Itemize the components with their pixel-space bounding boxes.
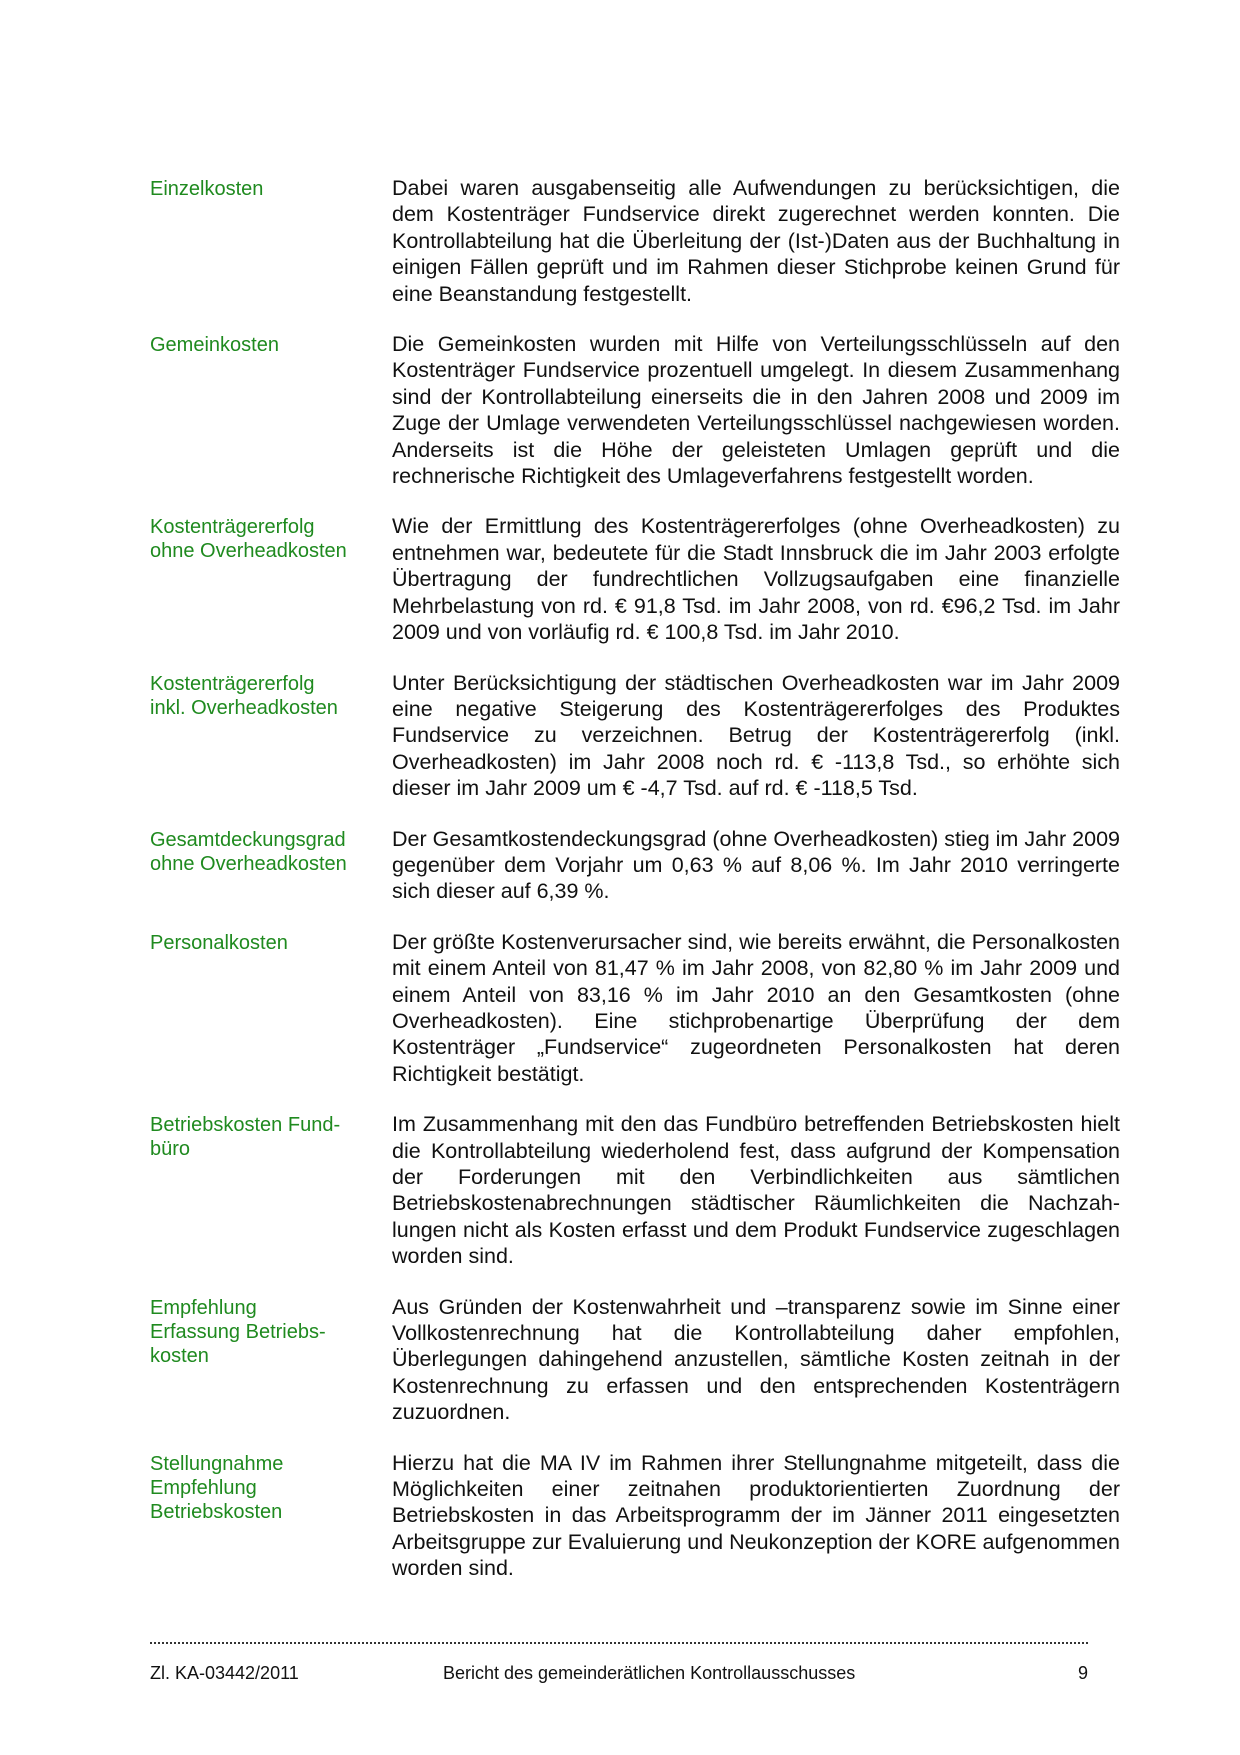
paragraph: Unter Berücksichtigung der städtischen Overheadkosten war im Jahr 2009 eine negative Steigerung des Kostenträgererfolges des Produktes Fundservice zu verzeichnen. Betrug der Kostenträgererfolg (inkl. Overheadkosten) im Jahr 2008 noch rd. € -113,8 Tsd., so erhöhte sich dieser im Jahr 2009 um € -4,7 Tsd. auf rd. € -118,5 Tsd. <box>392 670 1120 801</box>
section-gemeinkosten <box>150 331 1120 489</box>
paragraph: Wie der Ermittlung des Kostenträgererfolges (ohne Overheadkosten) zu entnehmen war, bedeutete für die Stadt Innsbruck die im Jahr 2003 erfolgte Übertragung der fundrechtlichen Vollzugsaufgaben eine finanzielle Mehrbelastung von rd. € 91,8 Tsd. im Jahr 2008, von rd. €96,2 Tsd. im Jahr 2009 und von vorläufig rd. € 100,8 Tsd. im Jahr 2010. <box>392 514 1120 645</box>
margin-heading: Gesamtdeckungsgrad ohne Overheadkosten <box>150 828 347 875</box>
section-stellungnahme <box>150 1450 1120 1582</box>
margin-heading: Betriebskosten Fund- büro <box>150 1114 341 1161</box>
section-einzelkosten <box>150 175 1120 307</box>
margin-heading: Stellungnahme Empfehlung Betriebskosten <box>150 1452 284 1523</box>
page-number: 9 <box>1077 1663 1088 1683</box>
section-kostentraegererfolg-inkl <box>150 670 1120 802</box>
footer-divider <box>150 1642 1088 1644</box>
margin-heading: Einzelkosten <box>150 178 264 200</box>
paragraph: Dabei waren ausgabenseitig alle Aufwendungen zu berücksichtigen, die dem Kostenträger Fundservice direkt zugerechnet werden konnten. Die Kontrollabteilung hat die Überleitung der (Ist-)Daten aus der Buchhaltung in einigen Fällen geprüft und im Rahmen dieser Stichprobe keinen Grund für eine Beanstandung festgestellt. <box>392 176 1120 306</box>
paragraph: Der Gesamtkostendeckungsgrad (ohne Overheadkosten) stieg im Jahr 2009 gegenüber dem Vorjahr um 0,63 % auf 8,06 %. Im Jahr 2010 verringerte sich dieser auf 6,39 %. <box>392 826 1120 904</box>
margin-heading: Gemeinkosten <box>150 334 279 357</box>
margin-heading: Empfehlung Erfassung Betriebs- kosten <box>150 1296 326 1367</box>
margin-heading: Kostenträgererfolg inkl. Overheadkosten <box>150 672 338 719</box>
footer-reference: Zl. KA-03442/2011 <box>150 1663 299 1683</box>
section-personalkosten <box>150 929 1120 1087</box>
footer-title: Bericht des gemeinderätlichen Kontrollausschusses <box>443 1663 856 1683</box>
margin-heading: Personalkosten <box>150 931 288 954</box>
paragraph: Der größte Kostenverursacher sind, wie bereits erwähnt, die Personalkosten mit einem Anteil von 81,47 % im Jahr 2008, von 82,80 % im Jahr 2009 und einem Anteil von 83,16 % im Jahr 2010 an den Gesamtkosten (ohne Overheadkosten). Eine stichprobenartige Überprüfung der dem Kostenträger „Fundservice“ zugeordneten Personalkosten hat deren Richtigkeit bestätigt. <box>392 929 1120 1086</box>
section-kostentraegererfolg-ohne <box>150 513 1120 645</box>
section-betriebskosten-fundbuero <box>150 1111 1120 1269</box>
paragraph: Hierzu hat die MA IV im Rahmen ihrer Stellungnahme mitgeteilt, dass die Möglichkeiten einer zeitnahen produktorientierten Zuordnung der Betriebskosten in das Arbeitsprogramm der im Jänner 2011 eingesetzten Arbeitsgruppe zur Evaluierung und Neukonzeption der KORE aufgenommen worden sind. <box>392 1450 1120 1581</box>
section-gesamtdeckungsgrad <box>150 826 1120 905</box>
paragraph: Im Zusammenhang mit den das Fundbüro betreffenden Betriebskosten hielt die Kontrollabteilung wiederholend fest, dass aufgrund der Kompensation der Forderungen mit den Verbindlichkeiten aus sämtlichen Betriebskostenabrechnungen städtischer Räumlichkeiten die Nachzahlungen nicht als Kosten erfasst und dem Produkt Fundservice zugeschlagen worden sind. <box>392 1112 1120 1269</box>
paragraph: Aus Gründen der Kostenwahrheit und –transparenz sowie im Sinne einer Vollkostenrechnung hat die Kontrollabteilung daher empfohlen, Überlegungen dahingehend anzustellen, sämtliche Kosten zeitnah in der Kostenrechnung zu erfassen und den entsprechenden Kostenträgern zuzuordnen. <box>392 1294 1120 1425</box>
margin-heading: Kostenträgererfolg ohne Overheadkosten <box>150 516 347 563</box>
report-body <box>150 175 1120 1606</box>
paragraph: Die Gemeinkosten wurden mit Hilfe von Verteilungsschlüsseln auf den Kostenträger Fundservice prozentuell umgelegt. In diesem Zusammenhang sind der Kontrollabteilung einerseits die in den Jahren 2008 und 2009 im Zuge der Umlage verwendeten Verteilungsschlüssel nachgewiesen worden. Anderseits ist die Höhe der geleisteten Umlagen geprüft und die rechnerische Richtigkeit des Umlageverfahrens festgestellt worden. <box>392 332 1120 489</box>
section-empfehlung <box>150 1294 1120 1426</box>
